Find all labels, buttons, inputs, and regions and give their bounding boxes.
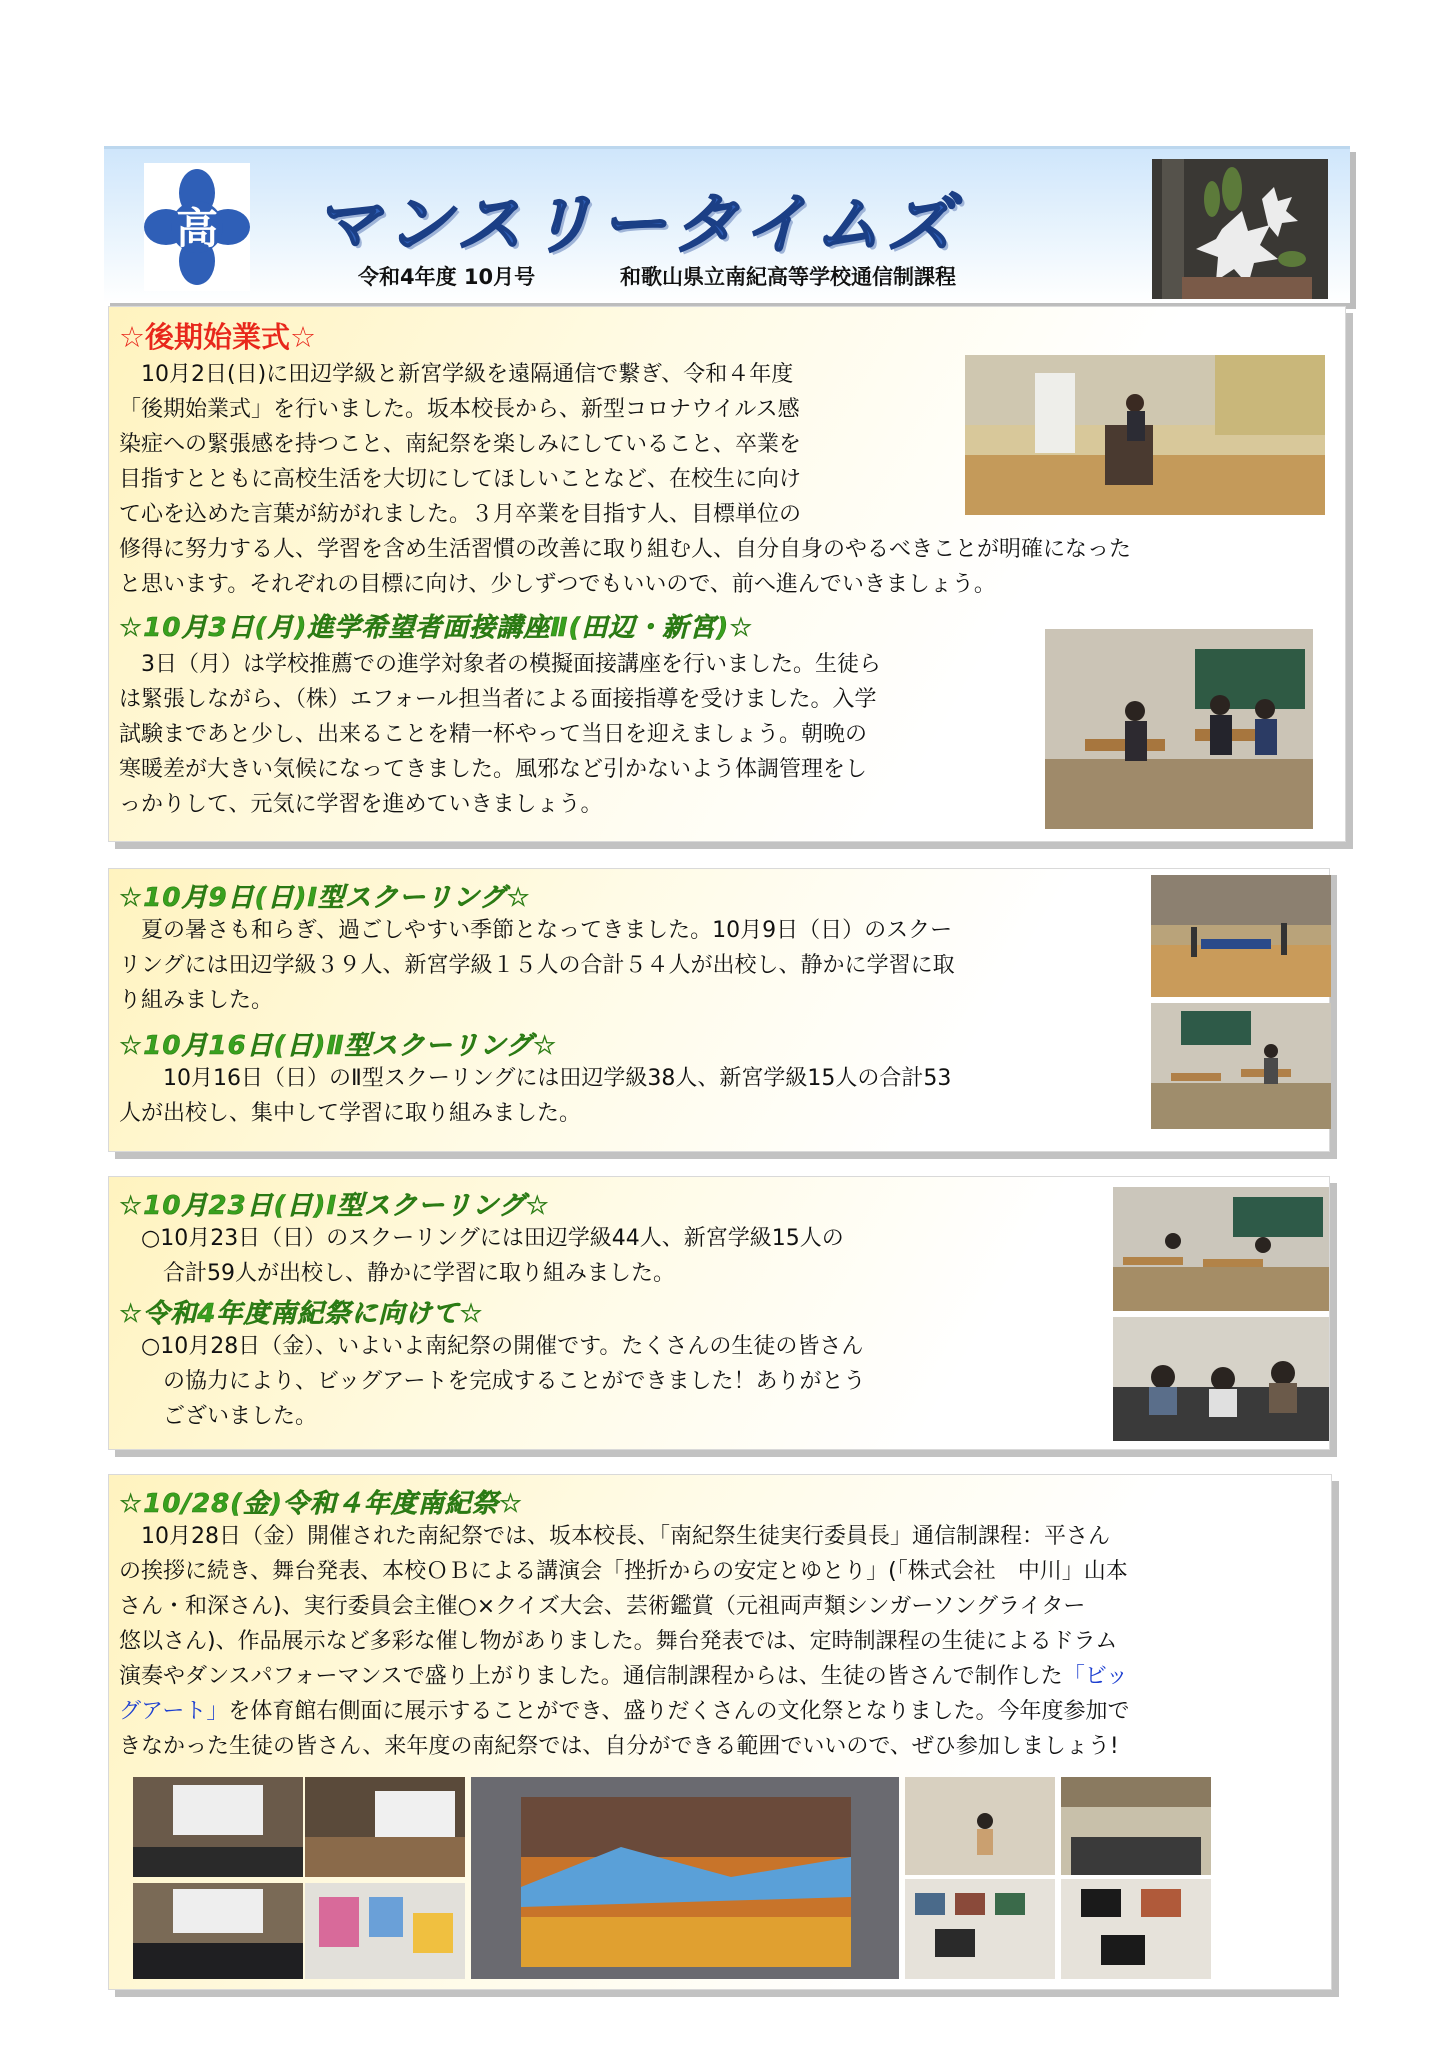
issue-label: 令和4年度 10月号 [358, 265, 536, 289]
text-line: さん・和深さん)、実行委員会主催○×クイズ大会、芸術鑑賞（元祖両声類シンガーソングライター [119, 1594, 1086, 1619]
masthead [104, 146, 1350, 303]
text-line: ございました。 [119, 1404, 318, 1429]
text-segment: を体育館右側面に展示することができ、盛りだくさんの文化祭となりました。今年度参加で [228, 1699, 1130, 1724]
gym-photo [1151, 875, 1331, 997]
section-nanki-festival [108, 1474, 1332, 1990]
text-line [119, 1659, 1329, 1694]
text-line: と思います。それぞれの目標に向け、少しずつでもいいので、前へ進んでいきましょう。 [119, 572, 996, 597]
heading-schooling-oct9: ☆10月9日(日)Ⅰ型スクーリング☆ [119, 883, 531, 913]
text-line: 目指すとともに高校生活を大切にしてほしいことなど、在校生に向け [119, 467, 802, 492]
section-opening-ceremony [108, 306, 1346, 842]
paragraph-schooling-oct9 [119, 913, 1159, 1018]
text-line: の挨拶に続き、舞台発表、本校ＯＢによる講演会「挫折からの安定とゆとり」(「株式会社 中川」山本 [119, 1559, 1128, 1584]
school-logo [144, 163, 250, 291]
text-line: きなかった生徒の皆さん、来年度の南紀祭では、自分ができる範囲でいいので、ぜひ参加しましょう! [119, 1734, 1119, 1759]
stage-photo [133, 1777, 303, 1877]
text-line: 合計59人が出校し、静かに学習に取り組みました。 [119, 1261, 675, 1286]
text-line: ○10月28日（金）、いよいよ南紀祭の開催です。たくさんの生徒の皆さん [119, 1334, 864, 1359]
paragraph-interview-seminar [119, 647, 1079, 822]
paragraph-nanki-festival [119, 1519, 1329, 1764]
school-name: 和歌山県立南紀高等学校通信制課程 [620, 265, 956, 289]
text-line [119, 1694, 1329, 1729]
artwork-display-photo [305, 1883, 465, 1979]
text-line: っかりして、元気に学習を進めていきましょう。 [119, 792, 603, 817]
ceremony-photo [965, 355, 1325, 515]
text-line: は緊張しながら、（株）エフォール担当者による面接指導を受けました。入学 [119, 687, 877, 712]
text-segment: 演奏やダンスパフォーマンスで盛り上がりました。通信制課程からは、生徒の皆さんで制作した [119, 1664, 1063, 1689]
text-line: 修得に努力する人、学習を含め生活習慣の改善に取り組む人、自分自身のやるべきことが明確になった [119, 537, 1132, 562]
heading-opening-ceremony: ☆後期始業式☆ [119, 320, 316, 354]
logo-character: 高 [175, 204, 219, 253]
big-art-highlight: 「ビッ [1062, 1664, 1128, 1689]
school-crest-icon [144, 163, 250, 291]
paragraph-schooling-oct23 [119, 1221, 1119, 1291]
heading-festival-prep: ☆令和4年度南紀祭に向けて☆ [119, 1299, 484, 1329]
text-line: 10月2日(日)に田辺学級と新宮学級を遠隔通信で繋ぎ、令和４年度 [119, 362, 794, 387]
text-line: 寒暖差が大きい気候になってきました。風邪など引かないよう体調管理をし [119, 757, 868, 782]
text-line: 夏の暑さも和らぎ、過ごしやすい季節となってきました。10月9日（日）のスクー [119, 918, 953, 943]
text-line: の協力により、ビッグアートを完成することができました！ありがとう [119, 1369, 866, 1394]
text-line: 悠以さん)、作品展示など多彩な催し物がありました。舞台発表では、定時制課程の生徒によるドラム [119, 1629, 1118, 1654]
lecture-photo [305, 1777, 465, 1877]
text-line: ○10月23日（日）のスクーリングには田辺学級44人、新宮学級15人の [119, 1226, 844, 1251]
section-schooling-oct9-16 [108, 868, 1330, 1152]
singer-photo [905, 1777, 1055, 1875]
text-line: て心を込めた言葉が紡がれました。３月卒業を目指す人、目標単位の [119, 502, 802, 527]
heading-schooling-oct23: ☆10月23日(日)Ⅰ型スクーリング☆ [119, 1191, 550, 1221]
flower-photo [1152, 159, 1328, 299]
gym-exhibit-photo [1061, 1777, 1211, 1875]
text-line: 10月28日（金）開催された南紀祭では、坂本校長、「南紀祭生徒実行委員長」通信制課程：平さん [119, 1524, 1110, 1549]
paragraph-schooling-oct16 [119, 1061, 1159, 1131]
heading-schooling-oct16: ☆10月16日(日)Ⅱ型スクーリング☆ [119, 1031, 558, 1061]
newsletter-title: マンスリータイムズ [314, 186, 959, 263]
paragraph-festival-prep [119, 1329, 1119, 1434]
text-line: 10月16日（日）のⅡ型スクーリングには田辺学級38人、新宮学級15人の合計53 [119, 1066, 952, 1091]
text-line: リングには田辺学級３９人、新宮学級１５人の合計５４人が出校し、静かに学習に取 [119, 953, 955, 978]
text-line: り組みました。 [119, 988, 274, 1013]
interview-photo [1045, 629, 1313, 829]
lecture-room-photo [1113, 1187, 1329, 1311]
photo-exhibit-photo [1061, 1879, 1211, 1979]
classroom-photo [1151, 1003, 1331, 1129]
audience-photo [133, 1883, 303, 1979]
big-art-making-photo [1113, 1317, 1329, 1441]
text-line: 「後期始業式」を行いました。坂本校長から、新型コロナウイルス感 [119, 397, 800, 422]
big-art-highlight: グアート」 [119, 1699, 229, 1724]
big-art-photo [471, 1777, 899, 1979]
heading-interview-seminar: ☆10月3日(月)進学希望者面接講座Ⅱ(田辺・新宮)☆ [119, 613, 754, 643]
text-line: 染症への緊張感を持つこと、南紀祭を楽しみにしていること、卒業を [119, 432, 802, 457]
exhibit-board-photo [905, 1879, 1055, 1979]
heading-nanki-festival: ☆10/28(金)令和４年度南紀祭☆ [119, 1489, 524, 1519]
text-line: 3日（月）は学校推薦での進学対象者の模擬面接講座を行いました。生徒ら [119, 652, 881, 677]
text-line: 人が出校し、集中して学習に取り組みました。 [119, 1101, 582, 1126]
text-line: 試験まであと少し、出来ることを精一杯やって当日を迎えましょう。朝晩の [119, 722, 868, 747]
section-schooling-oct23 [108, 1176, 1330, 1450]
